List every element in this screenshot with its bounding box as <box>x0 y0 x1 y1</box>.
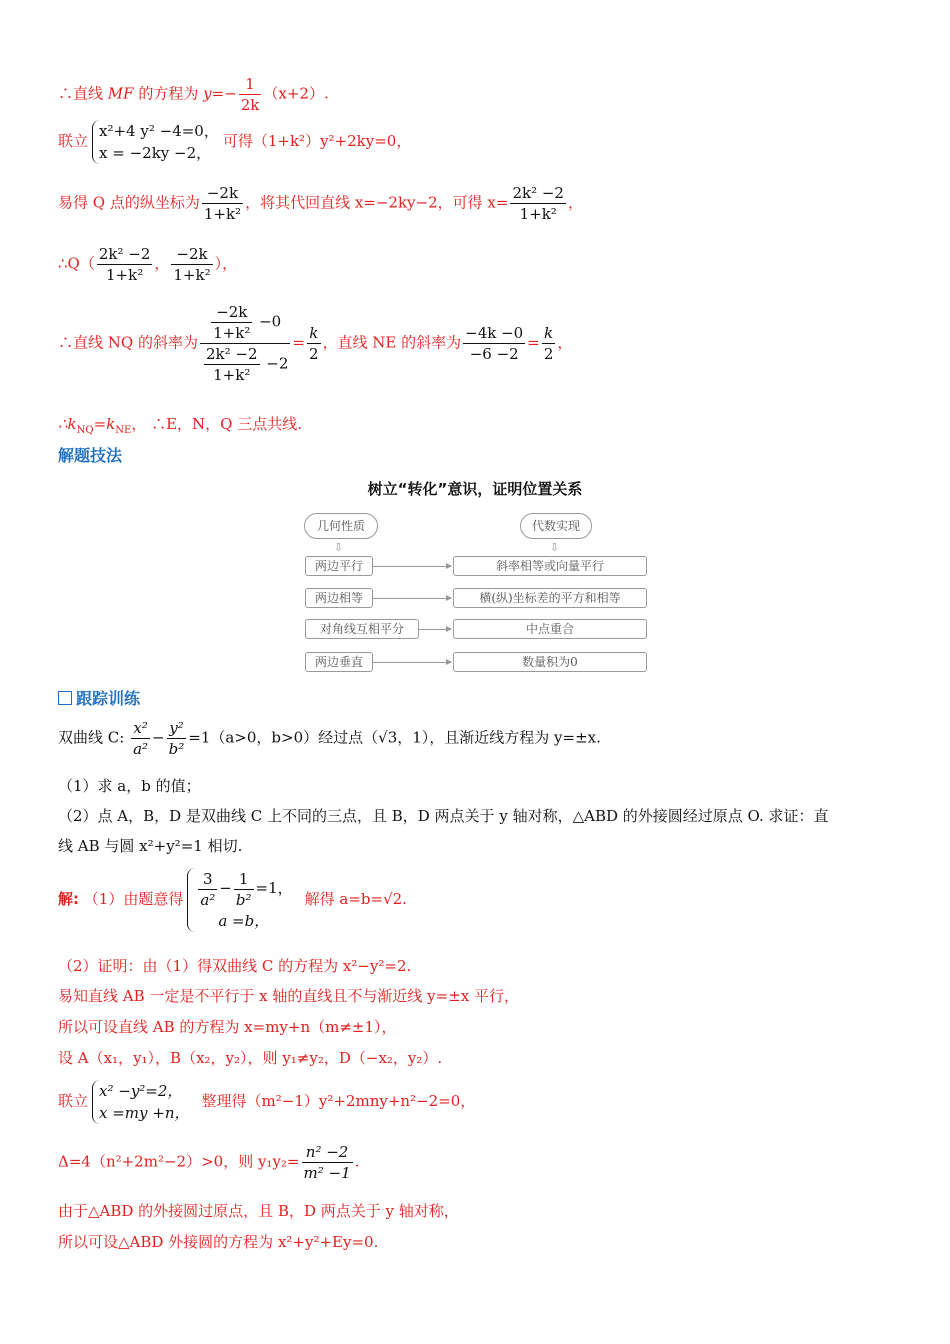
text: −2 <box>261 354 289 373</box>
text: ∴直线 NQ 的斜率为 <box>58 333 198 352</box>
equation-system <box>92 120 219 164</box>
fraction <box>234 869 254 910</box>
solution-step: （2）证明：由（1）得双曲线 C 的方程为 x²−y²=2. <box>58 957 412 975</box>
fraction <box>239 74 262 115</box>
fraction <box>204 344 260 385</box>
text: ，直线 NE 的斜率为 <box>322 333 462 352</box>
text: ，将其代回直线 x=−2ky−2，可得 x= <box>245 193 509 212</box>
denominator: 2 <box>543 345 554 363</box>
equation-system <box>92 1080 190 1124</box>
equation-row <box>196 868 292 910</box>
text: = <box>527 333 540 352</box>
text: Δ=4（n²+2m²−2）>0，则 y₁y₂= <box>58 1152 300 1171</box>
question-part-1: （1）求 a，b 的值； <box>58 777 201 795</box>
solution-part-1 <box>58 868 407 932</box>
compound-fraction <box>200 302 290 385</box>
fraction <box>198 869 217 910</box>
left-header-oval: 几何性质 <box>304 513 378 539</box>
arrow-icon <box>373 566 451 567</box>
numerator: n² −2 <box>302 1142 353 1163</box>
numerator: x² <box>131 718 150 739</box>
arrow-icon <box>373 598 451 599</box>
denominator: −6 −2 <box>469 345 519 363</box>
diagram-title: 树立“转化”意识，证明位置关系 <box>367 480 583 498</box>
numerator: −2k <box>171 244 212 265</box>
text: =k <box>93 415 116 433</box>
fraction <box>463 323 525 364</box>
text: 可得（1+k²）y²+2ky=0， <box>222 132 412 150</box>
text: −0 <box>254 312 282 331</box>
denominator: 2 <box>308 345 319 363</box>
denominator: a² <box>200 890 216 909</box>
numerator: −2k <box>211 302 252 323</box>
fraction <box>211 302 252 343</box>
text: y <box>203 84 212 103</box>
denominator: 1+k² <box>213 324 251 342</box>
text: （1）由题意得 <box>83 889 184 908</box>
question-part-2-cont: 线 AB 与圆 x²+y²=1 相切. <box>58 837 243 855</box>
left-box: 两边平行 <box>305 556 373 576</box>
question-part-2: （2）点 A，B，D 是双曲线 C 上不同的三点，且 B，D 两点关于 y 轴对称，△ABD 的外接圆经过原点 O. 求证：直 <box>58 807 829 825</box>
denominator: 2k <box>240 96 260 114</box>
numerator: y² <box>167 718 187 739</box>
fraction <box>167 718 187 759</box>
right-box: 斜率相等或向量平行 <box>453 556 647 576</box>
denominator: a² <box>133 740 149 758</box>
text: 的方程为 <box>133 84 204 103</box>
subscript: NQ <box>76 425 94 436</box>
solution-label: 解: <box>58 889 79 908</box>
numerator: 2k² −2 <box>205 345 258 363</box>
denominator: 1+k² <box>173 266 211 284</box>
left-box: 两边相等 <box>305 588 373 608</box>
denominator: 1+k² <box>519 205 557 223</box>
collinear-conclusion <box>58 414 302 441</box>
practice-heading <box>58 689 140 709</box>
fraction <box>302 1142 353 1183</box>
denominator: 1+k² <box>106 266 144 284</box>
numerator: 3 <box>198 869 217 890</box>
text: . <box>354 1152 360 1171</box>
discriminant-line <box>58 1142 359 1183</box>
text: 整理得（m²−1）y²+2mny+n²−2=0， <box>201 1092 476 1110</box>
text: ， <box>567 193 583 212</box>
subscript: NE <box>115 425 132 436</box>
equation-row: x² −y²=2， <box>99 1082 183 1100</box>
text: ∴直线 <box>58 84 108 103</box>
system-line-2 <box>58 1080 475 1124</box>
denominator: 1+k² <box>213 366 251 384</box>
equation-system <box>187 868 292 932</box>
solution-step: 由于△ABD 的外接圆过原点，且 B，D 两点关于 y 轴对称， <box>58 1202 459 1220</box>
denominator: b² <box>168 740 185 758</box>
arrow-icon <box>373 662 451 663</box>
equation-row: a =b， <box>218 911 270 930</box>
text: ∴k <box>58 415 77 433</box>
text: = <box>292 333 305 352</box>
denominator: m² −1 <box>303 1164 351 1182</box>
numerator: 1 <box>234 869 254 890</box>
numerator: 2k² −2 <box>512 184 564 202</box>
text: 跟踪训练 <box>76 689 141 708</box>
text: ）， <box>214 254 238 273</box>
text: 双曲线 C: <box>58 728 130 747</box>
text: （x+2）. <box>263 84 329 103</box>
text: ， <box>557 333 573 352</box>
solution-step: 易知直线 AB 一定是不平行于 x 轴的直线且不与渐近线 y=±x 平行， <box>58 987 519 1005</box>
numerator: −2k <box>202 183 243 204</box>
fraction <box>171 244 212 285</box>
denominator: 1+k² <box>203 205 242 223</box>
text: MF <box>107 84 134 103</box>
text: 解得 a=b=√2. <box>304 889 407 908</box>
text: =− <box>211 84 237 103</box>
text: − <box>152 728 165 747</box>
slope-line <box>58 302 572 385</box>
solution-step: 所以可设直线 AB 的方程为 x=my+n（m≠±1）， <box>58 1018 397 1036</box>
numerator: 2k² −2 <box>98 245 151 263</box>
text: ∴Q（ <box>58 254 95 273</box>
solution-step: 设 A（x₁，y₁），B（x₂，y₂），则 y₁≠y₂，D（−x₂，y₂）. <box>58 1049 443 1067</box>
text: 联立 <box>58 132 89 150</box>
right-header-oval: 代数实现 <box>520 513 592 539</box>
fraction <box>510 183 566 224</box>
equation-row: x =my +n， <box>99 1104 190 1122</box>
fraction <box>131 718 150 759</box>
text: − <box>219 879 232 897</box>
denominator <box>200 344 290 385</box>
mf-equation-line <box>58 74 329 115</box>
text: ， ∴E，N，Q 三点共线. <box>131 415 303 433</box>
solution-step: 所以可设△ABD 外接圆的方程为 x²+y²+Ey=0. <box>58 1233 379 1251</box>
right-box: 横(纵)坐标差的平方和相等 <box>453 588 647 608</box>
arrow-icon <box>419 629 451 630</box>
numerator: −4k −0 <box>465 324 524 342</box>
question-intro <box>58 718 601 759</box>
text: 联立 <box>58 1092 89 1110</box>
down-arrow-icon: ⇩ <box>550 541 560 554</box>
technique-heading: 解题技法 <box>58 446 123 465</box>
right-box: 数量积为0 <box>453 652 647 672</box>
checkbox-icon <box>58 691 72 705</box>
q-ordinate-line <box>58 183 583 224</box>
q-point-line <box>58 244 237 285</box>
numerator: k <box>307 323 321 344</box>
fraction <box>202 183 243 224</box>
text: ， <box>154 254 170 273</box>
left-box: 两边垂直 <box>305 652 373 672</box>
text: =1， <box>255 879 293 897</box>
down-arrow-icon: ⇩ <box>334 541 344 554</box>
text: 易得 Q 点的纵坐标为 <box>58 193 200 212</box>
equation-row: x²+4 y² −4=0， <box>99 122 219 140</box>
fraction <box>97 244 153 285</box>
fraction <box>307 323 321 364</box>
text: =1（a>0，b>0）经过点（√3，1），且渐近线方程为 y=±x. <box>188 728 601 747</box>
left-box: 对角线互相平分 <box>305 619 419 639</box>
right-box: 中点重合 <box>453 619 647 639</box>
numerator <box>200 302 290 344</box>
system-line-1 <box>58 120 411 164</box>
numerator: k <box>542 323 556 344</box>
numerator: 1 <box>239 74 262 95</box>
denominator: b² <box>235 890 252 909</box>
fraction <box>542 323 556 364</box>
equation-row: x = −2ky −2， <box>99 144 212 162</box>
